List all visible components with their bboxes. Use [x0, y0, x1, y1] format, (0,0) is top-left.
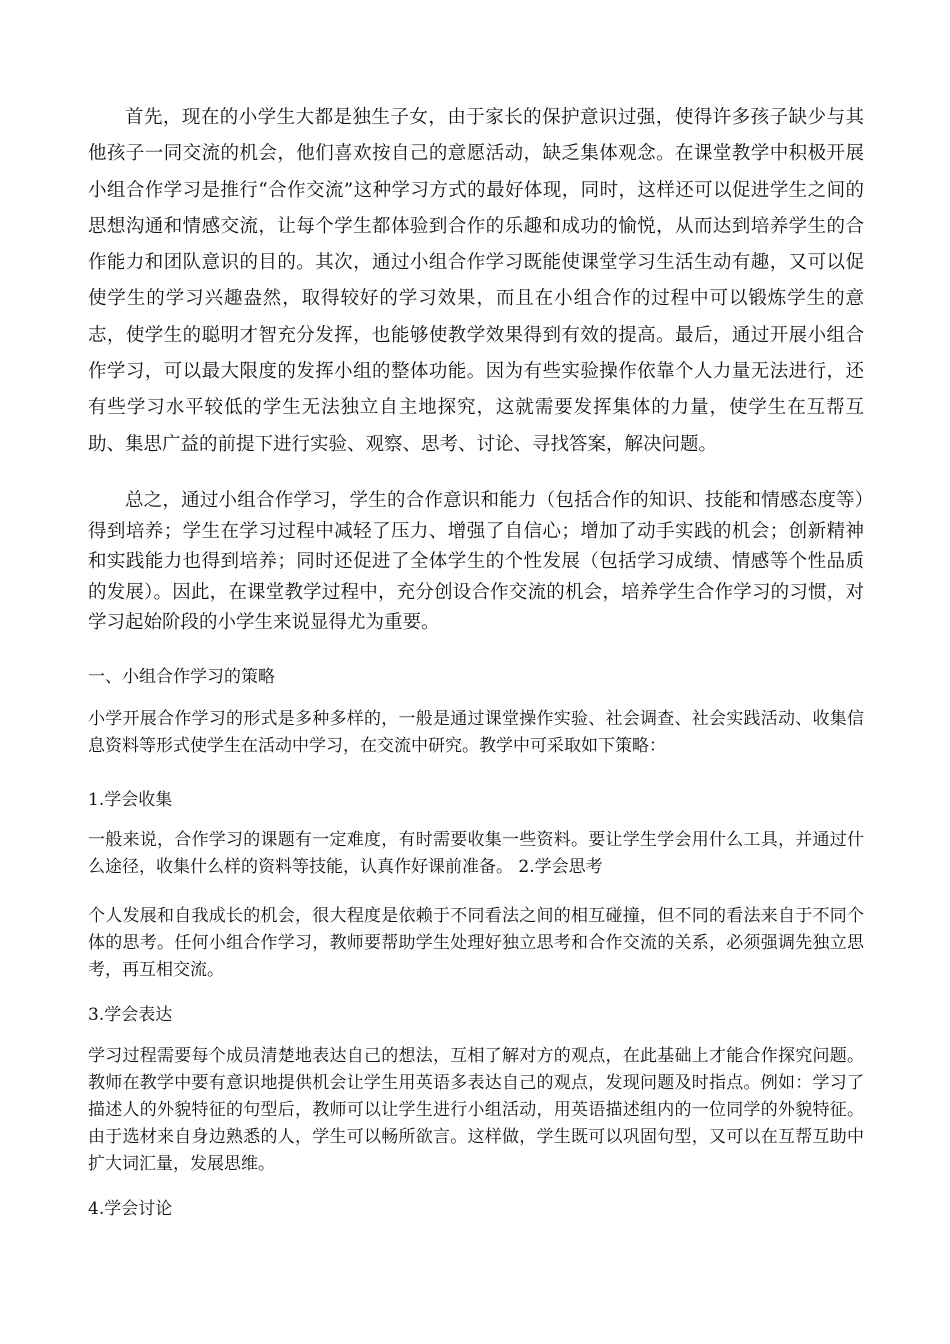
subheading-express: 3.学会表达 — [88, 1005, 173, 1025]
section-heading-strategies: 一、小组合作学习的策略 — [88, 667, 275, 687]
paragraph-think: 个人发展和自我成长的机会，很大程度是依赖于不同看法之间的相互碰撞，但不同的看法来自于不同个体的思考。任何小组合作学习，教师要帮助学生处理好独立思考和合作交流的关系，必须强调先独立思考，再互相交流。 — [88, 906, 864, 980]
paragraph-strategy-intro: 小学开展合作学习的形式是多种多样的，一般是通过课堂操作实验、社会调查、社会实践活动、收集信息资料等形式使学生在活动中学习，在交流中研究。教学中可采取如下策略： — [88, 709, 864, 756]
paragraph-reasons: 首先，现在的小学生大都是独生子女，由于家长的保护意识过强，使得许多孩子缺少与其他孩子一同交流的机会，他们喜欢按自己的意愿活动，缺乏集体观念。在课堂教学中积极开展小组合作学习是推行“合作交流”这种学习方式的最好体现，同时，这样还可以促进学生之间的思想沟通和情感交流，让每个学生都体验到合作的乐趣和成功的愉悦，从而达到培养学生的合作能力和团队意识的目的。其次，通过小组合作学习既能使课堂学习生活生动有趣，又可以促使学生的学习兴趣盎然，取得较好的学习效果，而且在小组合作的过程中可以锻炼学生的意志，使学生的聪明才智充分发挥，也能够使教学效果得到有效的提高。最后，通过开展小组合作学习，可以最大限度的发挥小组的整体功能。因为有些实验操作依靠个人力量无法进行，还有些学习水平较低的学生无法独立自主地探究，这就需要发挥集体的力量，使学生在互帮互助、集思广益的前提下进行实验、观察、思考、讨论、寻找答案，解决问题。 — [88, 107, 864, 455]
paragraph-express: 学习过程需要每个成员清楚地表达自己的想法，互相了解对方的观点，在此基础上才能合作探究问题。教师在教学中要有意识地提供机会让学生用英语多表达自己的观点，发现问题及时指点。例如：学习了描述人的外貌特征的句型后，教师可以让学生进行小组活动，用英语描述组内的一位同学的外貌特征。由于选材来自身边熟悉的人，学生可以畅所欲言。这样做，学生既可以巩固句型，又可以在互帮互助中扩大词汇量，发展思维。 — [88, 1046, 864, 1174]
paragraph-summary: 总之，通过小组合作学习，学生的合作意识和能力（包括合作的知识、技能和情感态度等）得到培养；学生在学习过程中减轻了压力、增强了自信心；增加了动手实践的机会；创新精神和实践能力也得到培养；同时还促进了全体学生的个性发展（包括学习成绩、情感等个性品质的发展）。因此，在课堂教学过程中，充分创设合作交流的机会，培养学生合作学习的习惯，对学习起始阶段的小学生来说显得尤为重要。 — [88, 490, 864, 634]
subheading-collect: 1.学会收集 — [88, 790, 173, 810]
paragraph-collect: 一般来说，合作学习的课题有一定难度，有时需要收集一些资料。要让学生学会用什么工具，并通过什么途径，收集什么样的资料等技能，认真作好课前准备。 2.学会思考 — [88, 830, 864, 877]
subheading-discuss: 4.学会讨论 — [88, 1199, 173, 1219]
